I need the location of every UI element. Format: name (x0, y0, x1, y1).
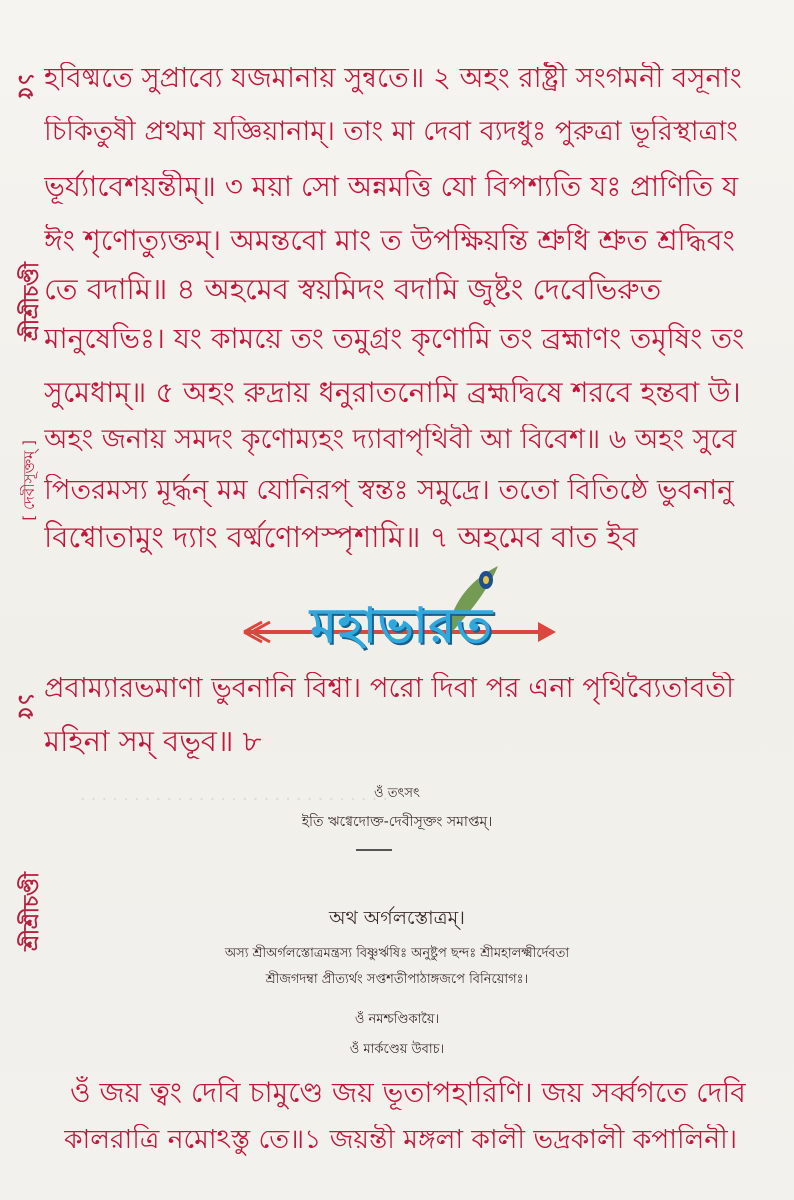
section-label: [ দেবীসূক্তম্ ] (20, 440, 38, 521)
verse-line-11: প্রবাম্যারভমাণা ভুবনানি বিশ্বা। পরো দিবা পর এনা পৃথিব্যৈতাবতী (44, 672, 734, 704)
verse-line-1: হবিষ্মতে সুপ্রাব্যে যজমানায় সুন্বতে॥ ২ অহং রাষ্ট্রী সংগমনী বসূনাং (44, 62, 742, 94)
verse-line-6: মানুষেভিঃ। যং কাময়ে তং তমুগ্রং কৃণোমি তং ব্রহ্মাণং তমৃষিং তং (44, 322, 744, 355)
argala-line-2: শ্রীজগদম্বা প্রীত্যর্থং সপ্তশতীপাঠাঙ্গজপে বিনিয়োগঃ। (265, 972, 529, 987)
verse-line-13: ওঁ জয় ত্বং দেবি চামুণ্ডে জয় ভূতাপহারিণি। জয় সর্ব্বগতে দেবি (70, 1076, 746, 1109)
verse-line-8: অহং জনায় সমদং কৃণোম্যহং দ্যাবাপৃথিবী আ বিবেশ॥ ৬ অহং সুবে (44, 424, 737, 455)
iti-line: ইতি ঋগ্বেদোক্ত-দেবীসূক্তং সমাপ্তম্। (301, 814, 493, 830)
divider (356, 849, 392, 851)
page-number-bottom: ১৫ (12, 692, 38, 721)
running-title-top: শ্রীশ্রীচণ্ডী (19, 262, 43, 341)
argala-line-3: ওঁ নমশ্চণ্ডিকায়ৈ। (354, 1012, 440, 1027)
verse-line-4: ঈং শৃণোত্যুক্তম্। অমন্তবো মাং ত উপক্ষিয়ন্তি শ্রুধি শ্রুত শ্রদ্ধিবং (44, 224, 735, 257)
verse-line-12: মহিনা সম্ বভূব॥ ৮ (44, 724, 262, 758)
logo-text: মহাভারত (310, 598, 493, 654)
verse-line-2: চিকিতুষী প্রথমা যজ্ঞিয়ানাম্। তাং মা দেবা ব্যদধুঃ পুরুত্রা ভূরিস্থাত্রাং (44, 116, 738, 147)
argala-line-1: অস্য শ্রীঅর্গলস্তোত্রমন্ত্রস্য বিষ্ণুর্ঋষিঃ অনুষ্টুপ ছন্দঃ শ্রীমহালক্ষ্মীর্দেবতা (224, 946, 570, 961)
om-tatsat: ওঁ তৎসৎ (374, 786, 420, 801)
bleed-through-text: · · · · · · · · · · · · · · · · · · · · · · · · · · · · · (80, 790, 389, 810)
verse-line-7: সুমেধাম্॥ ৫ অহং রুদ্রায় ধনুরাতনোমি ব্রহ্মদ্বিষে শরবে হন্তবা উ। (44, 376, 741, 409)
page-number-top: ১৫ (12, 72, 38, 101)
verse-line-14: কালরাত্রি নমোঽস্তু তে॥১ জয়ন্তী মঙ্গলা কালী ভদ্রকালী কপালিনী। (64, 1124, 738, 1155)
mahabharat-watermark-logo (238, 560, 558, 670)
verse-line-3: ভূর্য্যাবেশয়ন্তীম্॥ ৩ ময়া সো অন্নমত্তি যো বিপশ্যতি যঃ প্রাণিতি য (44, 170, 739, 203)
argala-line-4: ওঁ মার্কণ্ডেয় উবাচ। (349, 1042, 445, 1057)
verse-line-5: তে বদামি॥ ৪ অহমেব স্বয়মিদং বদামি জুষ্টং দেবেভিরুত (44, 272, 662, 306)
running-title-bottom: শ্রীশ্রীচণ্ডী (19, 872, 43, 951)
verse-line-9: পিতরমস্য মূর্দ্ধন্ মম যোনিরপ্ স্বন্তঃ সমুদ্রে। ততো বিতিষ্ঠে ভুবনানু (44, 474, 734, 506)
argala-title: অথ অর্গলস্তোত্রম্। (329, 907, 465, 929)
verse-line-10: বিশ্বোতামুং দ্যাং বর্ষ্মণোপস্পৃশামি॥ ৭ অহমেব বাত ইব (44, 520, 638, 554)
